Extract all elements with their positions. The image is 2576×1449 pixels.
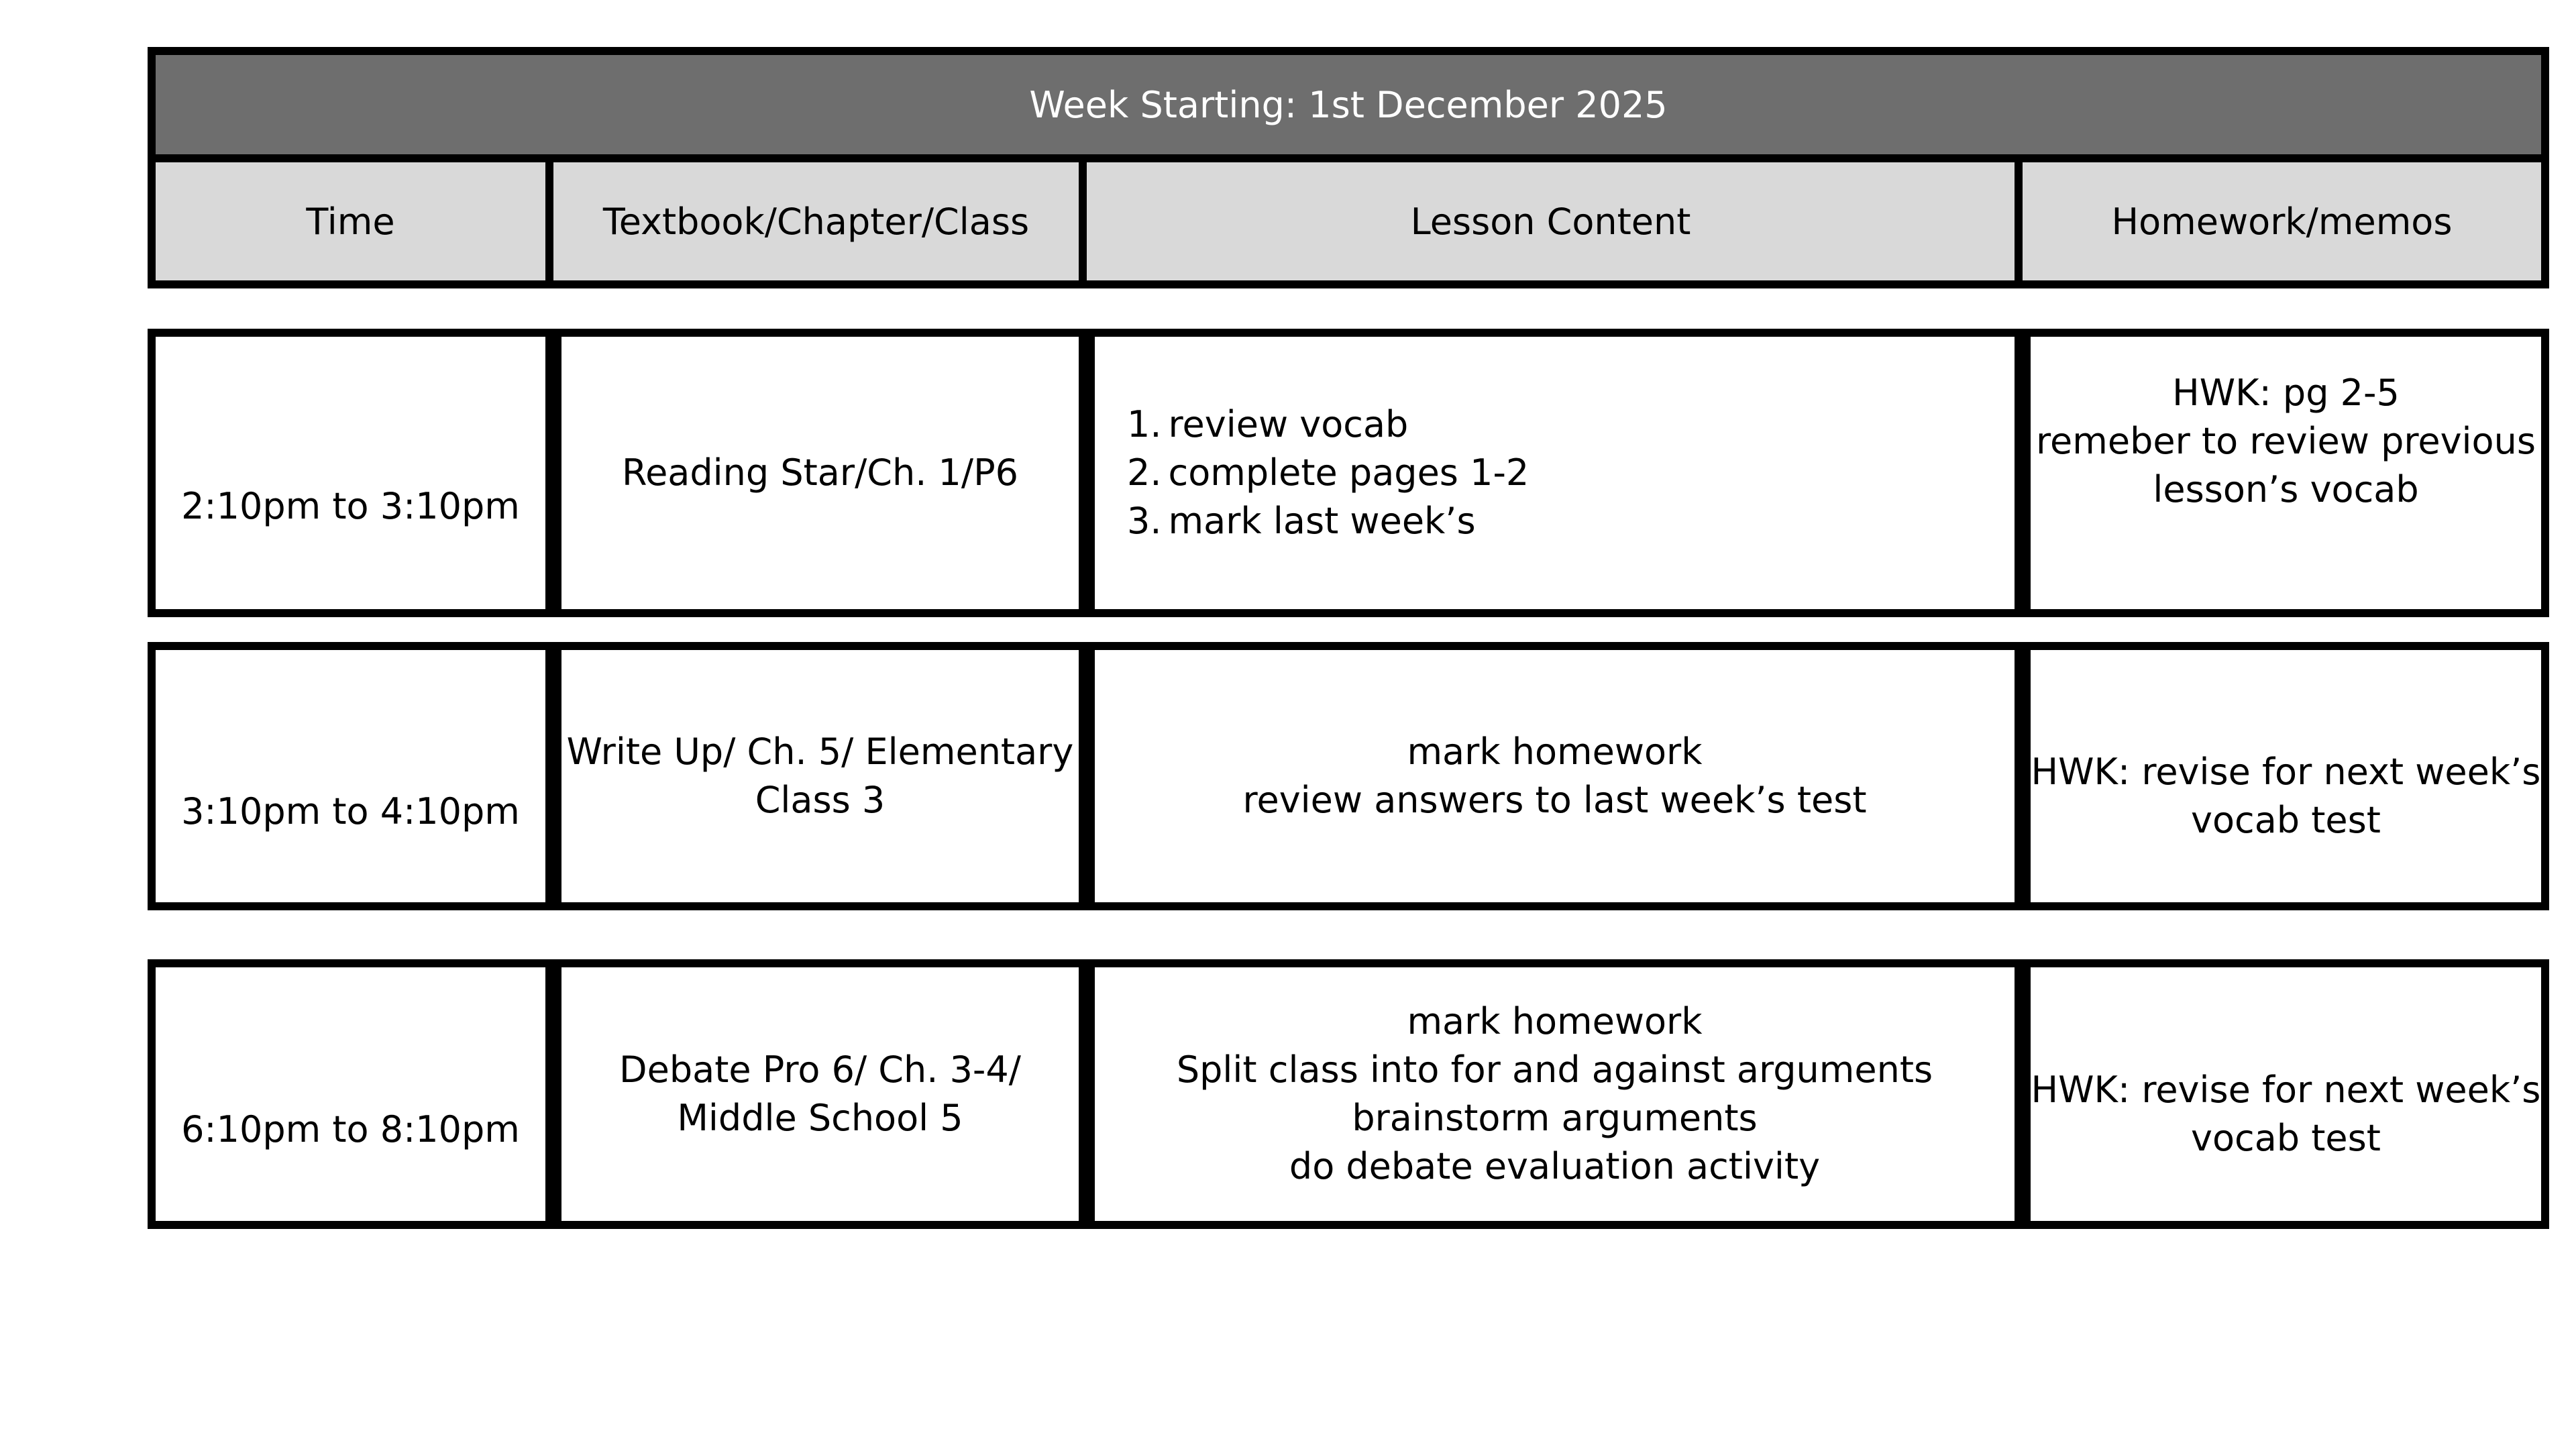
- textbook-cell: [553, 642, 1087, 910]
- lesson-line: Split class into for and against arguments: [1176, 1049, 1933, 1091]
- schedule-row: [148, 329, 2549, 617]
- time-cell: [148, 959, 553, 1229]
- lesson-content-cell: [1087, 959, 2023, 1229]
- list-number: 1.: [1127, 403, 1162, 445]
- homework-line: remeber to review previous: [2036, 419, 2536, 462]
- textbook-cell: [553, 959, 1087, 1229]
- time-text: 2:10pm to 3:10pm: [181, 485, 520, 527]
- textbook-line: Middle School 5: [677, 1097, 963, 1139]
- header-lesson-content: Lesson Content: [1079, 154, 2023, 288]
- list-number: 2.: [1127, 451, 1162, 494]
- lesson-line: do debate evaluation activity: [1289, 1145, 1821, 1187]
- week-title: Week Starting: 1st December 2025: [1029, 83, 1668, 126]
- homework-cell: [2023, 959, 2549, 1229]
- lesson-line: [1127, 400, 1408, 449]
- lesson-line: mark homework: [1407, 1000, 1703, 1042]
- schedule-row: [148, 959, 2549, 1229]
- lesson-line: review answers to last week’s test: [1242, 779, 1867, 821]
- homework-line: HWK: pg 2-5: [2172, 371, 2400, 414]
- textbook-line: Write Up/ Ch. 5/ Elementary: [566, 731, 1074, 773]
- textbook-line: Reading Star/Ch. 1/P6: [621, 451, 1019, 494]
- homework-line: lesson’s vocab: [2153, 468, 2419, 511]
- homework-line: vocab test: [2191, 799, 2381, 841]
- lesson-line: brainstorm arguments: [1352, 1097, 1758, 1139]
- time-text: 3:10pm to 4:10pm: [181, 790, 520, 833]
- lesson-line: mark homework: [1407, 731, 1703, 773]
- header-homework-memos: Homework/memos: [2015, 154, 2549, 288]
- homework-cell: [2023, 329, 2549, 617]
- lesson-content-cell: [1087, 329, 2023, 617]
- lesson-line-text: review vocab: [1168, 403, 1409, 445]
- textbook-line: Class 3: [755, 779, 885, 821]
- header-time: Time: [148, 154, 553, 288]
- lesson-content-cell: [1087, 642, 2023, 910]
- lesson-line: [1127, 449, 1529, 497]
- table-header-row: [148, 154, 2549, 288]
- time-cell: [148, 642, 553, 910]
- homework-line: vocab test: [2191, 1117, 2381, 1159]
- lesson-line-text: mark last week’s: [1168, 500, 1476, 542]
- textbook-cell: [553, 329, 1087, 617]
- lesson-line-text: complete pages 1-2: [1168, 451, 1529, 494]
- list-number: 3.: [1127, 500, 1162, 542]
- time-text: 6:10pm to 8:10pm: [181, 1108, 520, 1150]
- schedule-row: [148, 642, 2549, 910]
- homework-cell: [2023, 642, 2549, 910]
- textbook-line: Debate Pro 6/ Ch. 3-4/: [619, 1049, 1021, 1091]
- lesson-line: [1127, 497, 1476, 545]
- homework-line: HWK: revise for next week’s: [2031, 751, 2541, 793]
- homework-line: HWK: revise for next week’s: [2031, 1069, 2541, 1111]
- header-textbook-chapter-class: Textbook/Chapter/Class: [545, 154, 1087, 288]
- week-title-bar: [148, 47, 2549, 162]
- time-cell: [148, 329, 553, 617]
